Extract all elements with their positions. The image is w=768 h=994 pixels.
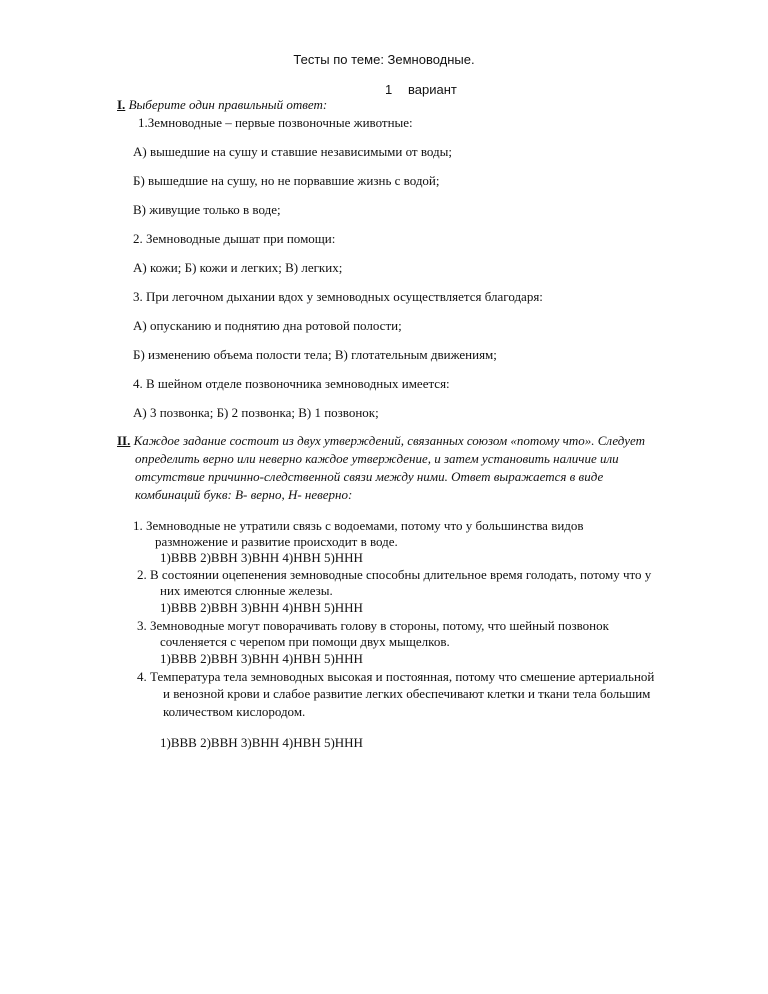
part1-line: В) живущие только в воде; (133, 202, 281, 217)
part1-heading (117, 96, 327, 113)
part2-item-options: 1)ВВВ 2)ВВН 3)ВНН 4)НВН 5)ННН (160, 651, 363, 666)
variant-number: 1 (385, 82, 393, 97)
part1-line: 1.Земноводные – первые позвоночные животные: (138, 115, 413, 130)
part2-item-line: 4. Температура тела земноводных высокая и постоянная, потому что смешение артериальной (137, 669, 655, 684)
part2-item-line: количеством кислородом. (163, 704, 306, 719)
part2-item-line: и венозной крови и слабое развитие легких обеспечивают клетки и ткани тела большим (163, 686, 651, 701)
part2-heading (117, 432, 645, 449)
part1-line: А) вышедшие на сушу и ставшие независимыми от воды; (133, 144, 453, 159)
part1-line: 4. В шейном отделе позвоночника земноводных имеется: (133, 376, 450, 391)
part2-item-line: 2. В состоянии оцепенения земноводные способны длительное время голодать, потому что у (137, 567, 652, 582)
part1-line: А) 3 позвонка; Б) 2 позвонка; В) 1 позвонок; (133, 405, 379, 420)
part2-item-line: размножение и развитие происходит в воде. (155, 534, 398, 549)
page-title: Тесты по теме: Земноводные. (293, 52, 475, 67)
part2-item-options: 1)ВВВ 2)ВВН 3)ВНН 4)НВН 5)ННН (160, 550, 363, 565)
part2-item-line: них имеются слюнные железы. (160, 583, 333, 598)
part2-item-options: 1)ВВВ 2)ВВН 3)ВНН 4)НВН 5)ННН (160, 600, 363, 615)
part1-line: Б) вышедшие на сушу, но не порвавшие жизнь с водой; (133, 173, 440, 188)
part2-instruction-line: комбинаций букв: В- верно, Н- неверно: (135, 487, 353, 502)
part2-numeral: II. (117, 433, 131, 448)
part2-instruction-line: Каждое задание состоит из двух утверждений, связанных союзом «потому что». Следует (133, 433, 645, 448)
part1-numeral: I. (117, 97, 126, 112)
part1-line: Б) изменению объема полости тела; В) глотательным движениям; (133, 347, 497, 362)
part1-line: 2. Земноводные дышат при помощи: (133, 231, 336, 246)
variant-label: вариант (408, 82, 457, 97)
part1-instruction: Выберите один правильный ответ: (128, 97, 328, 112)
part2-instruction-line: определить верно или неверно каждое утверждение, и затем установить наличие или (135, 451, 619, 466)
part1-line: А) кожи; Б) кожи и легких; В) легких; (133, 260, 343, 275)
part2-item-line: сочленяется с черепом при помощи двух мыщелков. (160, 634, 450, 649)
part2-item-line: 3. Земноводные могут поворачивать голову в стороны, потому, что шейный позвонок (137, 618, 609, 633)
part1-line: 3. При легочном дыхании вдох у земноводных осуществляется благодаря: (133, 289, 543, 304)
part2-item-options: 1)ВВВ 2)ВВН 3)ВНН 4)НВН 5)ННН (160, 735, 363, 750)
part2-instruction-line: отсутствие причинно-следственной связи между ними. Ответ выражается в виде (135, 469, 604, 484)
part1-line: А) опусканию и поднятию дна ротовой полости; (133, 318, 402, 333)
part2-item-line: 1. Земноводные не утратили связь с водоемами, потому что у большинства видов (133, 518, 584, 533)
